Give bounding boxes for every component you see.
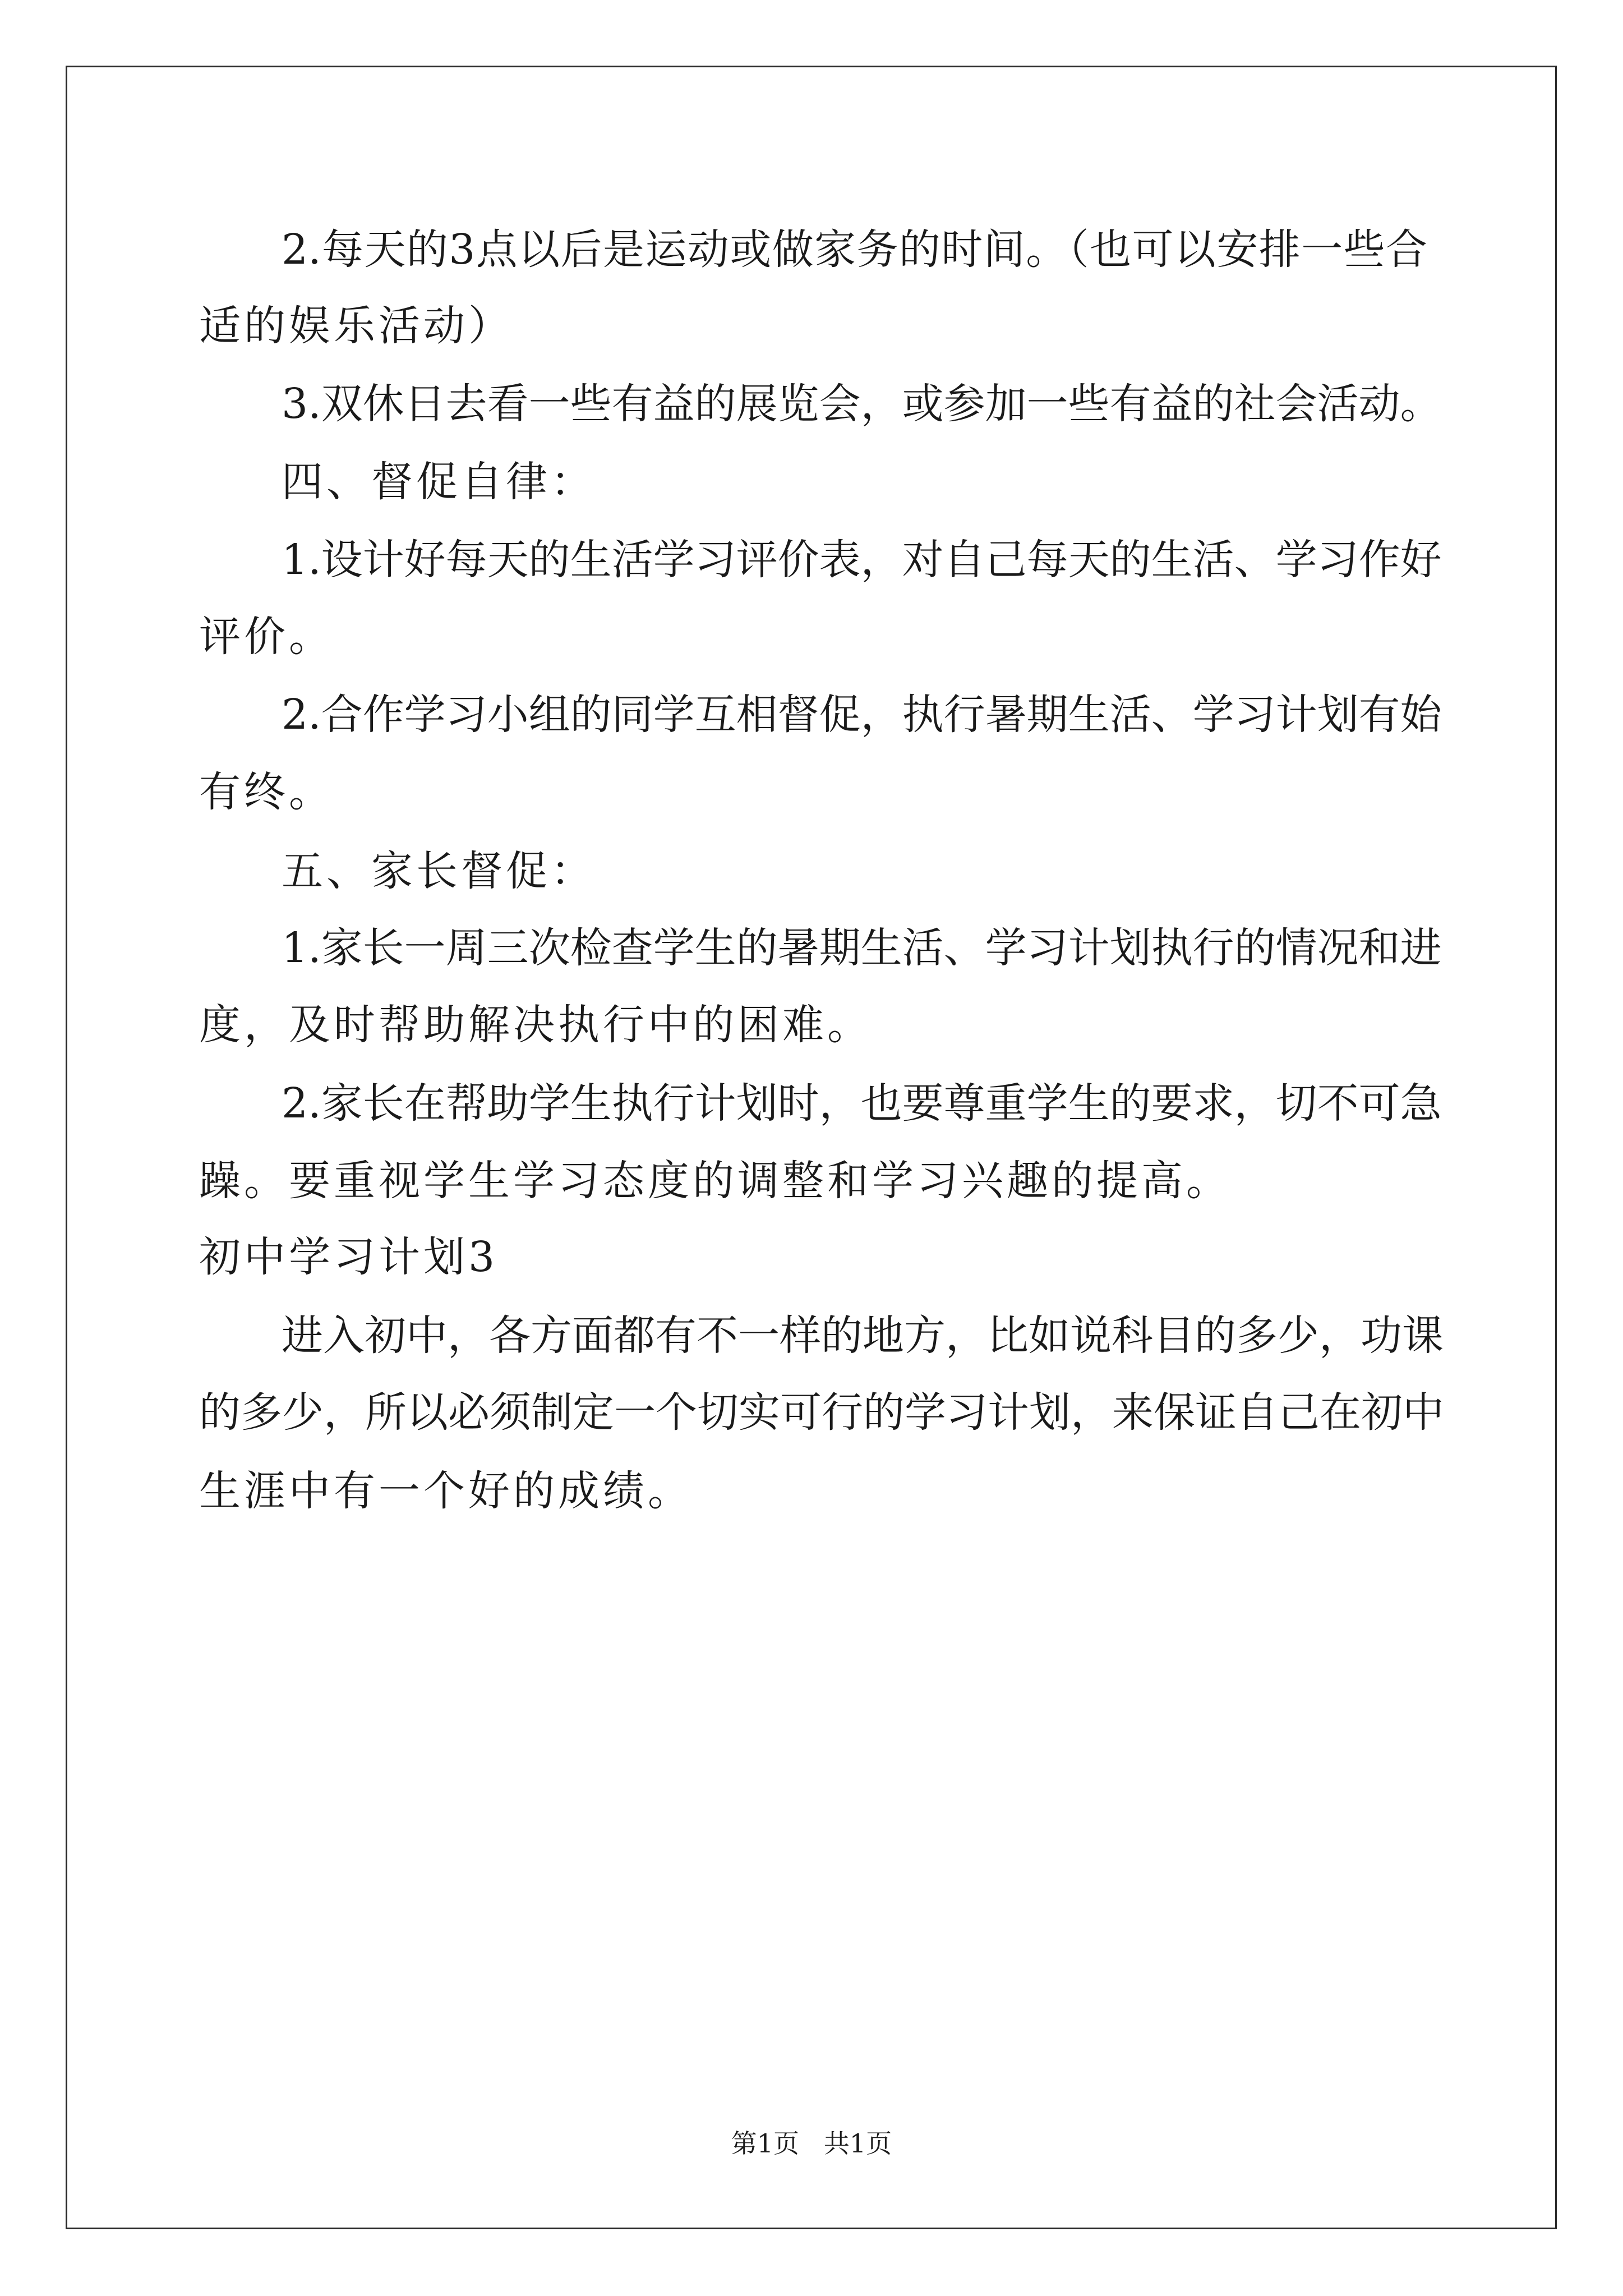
- section-heading: 四、督促自律：: [282, 458, 596, 506]
- document-title: 初中学习计划3: [199, 1233, 499, 1281]
- paragraph-line: 适的娱乐活动）: [199, 302, 513, 350]
- paragraph-line: 2.合作学习小组的同学互相督促，执行暑期生活、学习计划有始: [282, 691, 1442, 739]
- paragraph-line: 的多少，所以必须制定一个切实可行的学习计划，来保证自己在初中: [199, 1388, 1444, 1437]
- paragraph-line: 1.设计好每天的生活学习评价表，对自己每天的生活、学习作好: [282, 536, 1442, 584]
- paragraph-line: 进入初中，各方面都有不一样的地方，比如说科目的多少，功课: [282, 1312, 1444, 1360]
- paragraph-line: 躁。要重视学生学习态度的调整和学习兴趣的提高。: [199, 1157, 1231, 1205]
- paragraph-line: 2.家长在帮助学生执行计划时，也要尊重学生的要求，切不可急: [282, 1079, 1442, 1128]
- paragraph-line: 2.每天的3点以后是运动或做家务的时间。（也可以安排一些合: [282, 226, 1427, 274]
- paragraph-line: 生涯中有一个好的成绩。: [199, 1467, 693, 1515]
- page-footer: 第1页 共1页: [731, 2128, 892, 2159]
- section-heading: 五、家长督促：: [282, 847, 596, 895]
- paragraph-line: 3.双休日去看一些有益的展览会，或参加一些有益的社会活动。: [282, 380, 1442, 428]
- paragraph-line: 度，及时帮助解决执行中的困难。: [199, 1001, 872, 1049]
- paragraph-line: 有终。: [199, 768, 334, 816]
- paragraph-line: 1.家长一周三次检查学生的暑期生活、学习计划执行的情况和进: [282, 924, 1442, 972]
- paragraph-line: 评价。: [199, 613, 334, 661]
